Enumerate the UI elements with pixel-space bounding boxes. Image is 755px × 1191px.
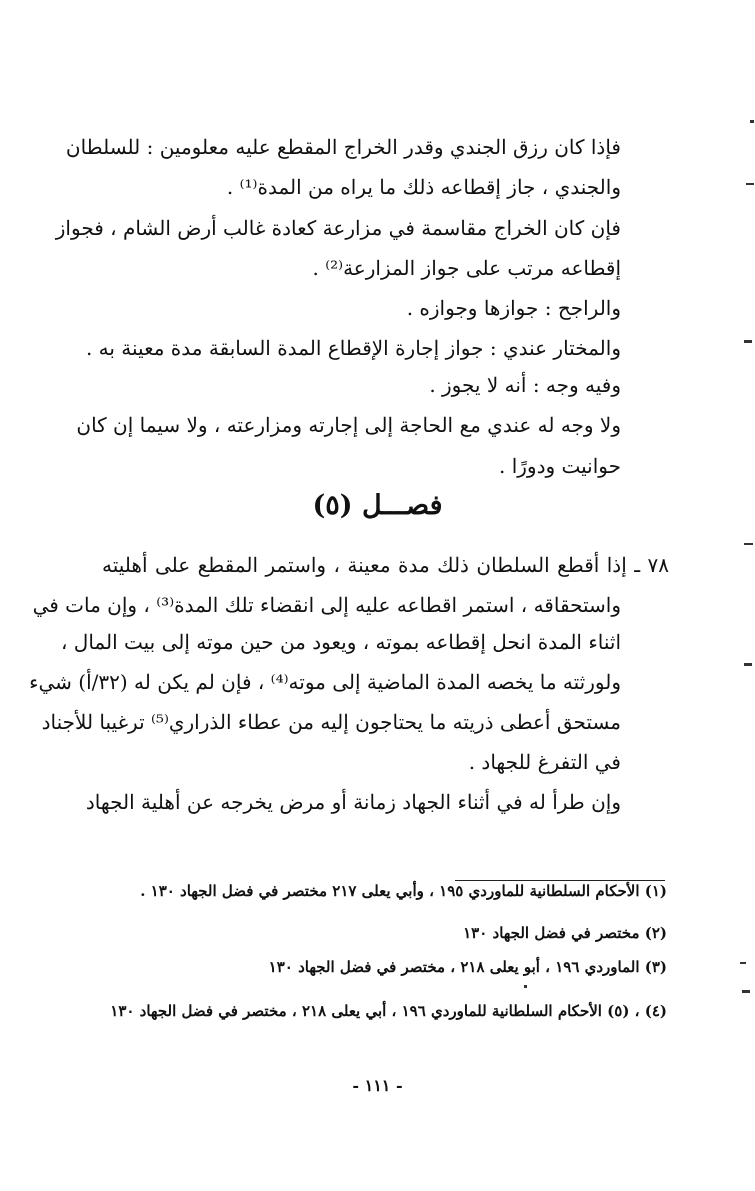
- body-line-6: والمختار عندي : جواز إجارة الإقطاع المدة السابقة مدة معينة به .: [85, 336, 621, 360]
- body-line-3: فإن كان الخراج مقاسمة في مزارعة كعادة غالب أرض الشام ، فجواز: [55, 216, 621, 240]
- section-line-5: مستحق أعطى ذريته ما يحتاجون إليه من عطاء الذراري⁽⁵⁾ ترغيبا للأجناد: [41, 710, 621, 734]
- section-line-4: ولورثته ما يخصه المدة الماضية إلى موته⁽⁴⁾ ، فإن لم يكن له (٣٢/أ) شيء: [29, 670, 621, 694]
- section-line-3: اثناء المدة انحل إقطاعه بموته ، ويعود من حين موته إلى بيت المال ،: [60, 630, 621, 654]
- section-heading: فصـــل (٥): [312, 490, 443, 521]
- body-line-5: والراجح : جوازها وجوازه .: [406, 296, 621, 320]
- body-line-7: وفيه وجه : أنه لا يجوز .: [429, 373, 621, 397]
- margin-mark: [744, 340, 752, 343]
- footnote-3: (٣) الماوردي ١٩٦ ، أبو يعلى ٢١٨ ، مختصر في فضل الجهاد ١٣٠: [268, 958, 667, 976]
- footnote-4-5: (٤) ، (٥) الأحكام السلطانية للماوردي ١٩٦ ، أبي يعلى ٢١٨ ، مختصر في فضل الجهاد ١٣٠: [110, 1002, 667, 1020]
- section-line-6: في التفرغ للجهاد .: [468, 750, 621, 774]
- margin-mark: [746, 183, 754, 185]
- section-line-7: وإن طرأ له في أثناء الجهاد زمانة أو مرض يخرجه عن أهلية الجهاد: [85, 790, 621, 814]
- margin-mark: [742, 990, 750, 993]
- body-line-4: إقطاعه مرتب على جواز المزارعة⁽²⁾ .: [312, 256, 621, 280]
- body-line-8: ولا وجه له عندي مع الحاجة إلى إجارته ومزارعته ، ولا سيما إن كان: [76, 413, 621, 437]
- footnote-2: (٢) مختصر في فضل الجهاد ١٣٠: [463, 924, 667, 942]
- margin-mark: [524, 985, 527, 988]
- section-line-2: واستحقاقه ، استمر اقطاعه عليه إلى انقضاء تلك المدة⁽³⁾ ، وإن مات في: [32, 593, 621, 617]
- footnote-1: (١) الأحكام السلطانية للماوردي ١٩٥ ، وأبي يعلى ٢١٧ مختصر في فضل الجهاد ١٣٠ .: [140, 882, 667, 900]
- margin-mark: [744, 663, 752, 666]
- section-line-1: ٧٨ ـ إذا أقطع السلطان ذلك مدة معينة ، واستمر المقطع على أهليته: [102, 553, 669, 577]
- margin-mark: [750, 120, 754, 123]
- body-line-1: فإذا كان رزق الجندي وقدر الخراج المقطع عليه معلومين : للسلطان: [65, 135, 621, 159]
- body-line-2: والجندي ، جاز إقطاعه ذلك ما يراه من المدة⁽¹⁾ .: [226, 175, 621, 199]
- margin-mark: [740, 962, 746, 964]
- margin-mark: [744, 543, 753, 545]
- page-number: - ١١١ -: [352, 1076, 403, 1095]
- body-line-9: حوانيت ودورًا .: [498, 454, 621, 478]
